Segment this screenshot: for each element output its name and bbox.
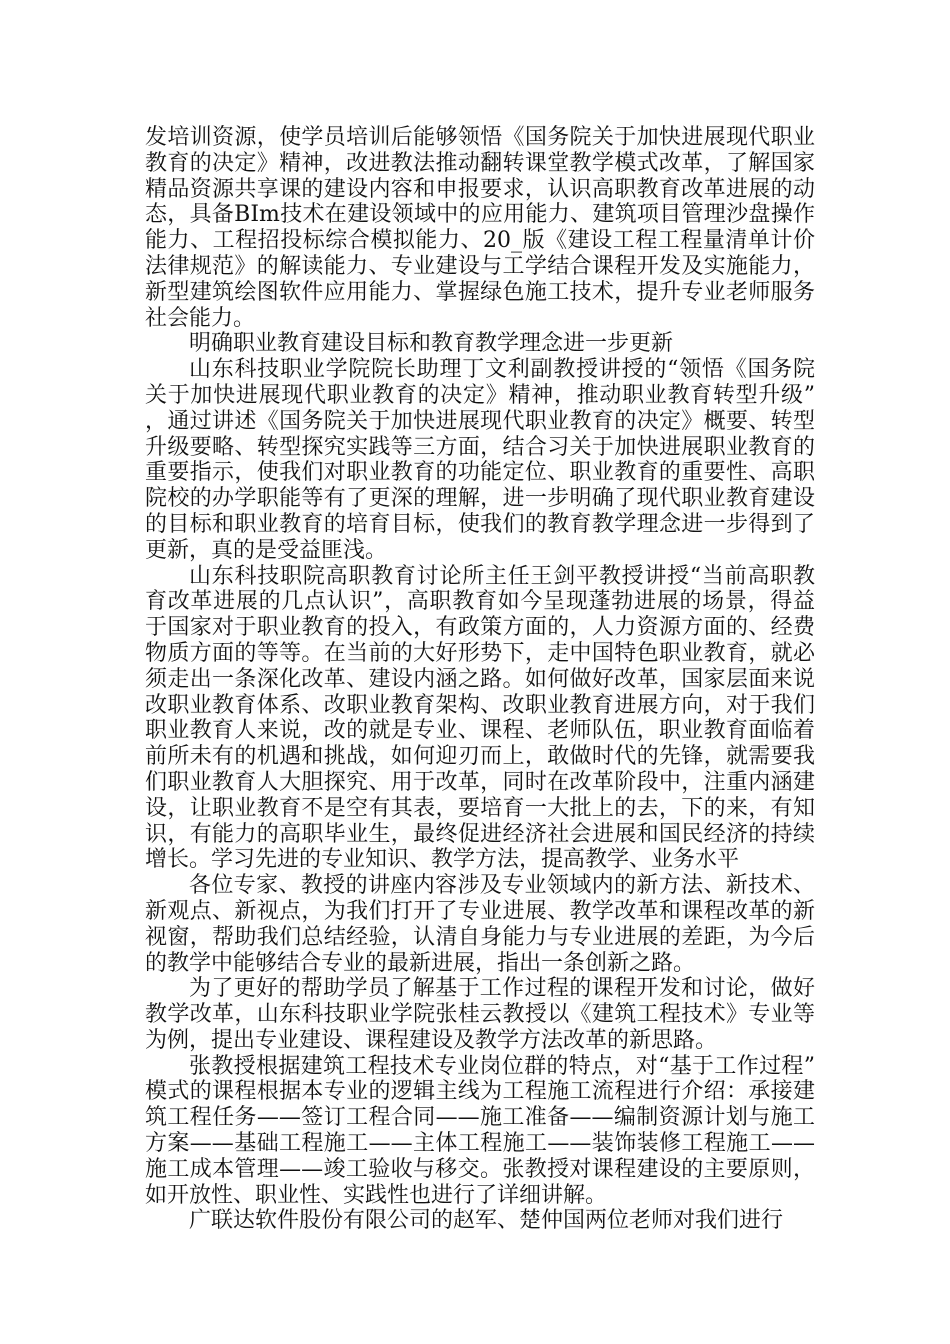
paragraph-glodon: 广联达软件股份有限公司的赵军、楚仲国两位老师对我们进行 (189, 1208, 784, 1234)
paragraph-heading-goals: 明确职业教育建设目标和教育教学理念进一步更新 (189, 331, 674, 357)
paragraph-lecture-wang: 山东科技职院高职教育讨论所主任王剑平教授讲授“当前高职教育改革进展的几点认识”，高职教育如今呈现蓬勃进展的场景，得益于国家对于职业教育的投入，有政策方面的，人力资源方面的、经费物质方面的等等。在当前的大好形势下，走中国特色职业教育，就必须走出一条深化改革、建设内涵之路。如何做好改革，国家层面来说改职业教育体系、改职业教育架构、改职业教育进展方向，对于我们职业教育人来说，改的就是专业、课程、老师队伍，职业教育面临着前所未有的机遇和挑战，如何迎刃而上，敢做时代的先锋，就需要我们职业教育人大胆探究、用于改革，同时在改革阶段中，注重内涵建设，让职业教育不是空有其表，要培育一大批上的去，下的来，有知识，有能力的高职毕业生，最终促进经济社会进展和国民经济的持续增长。学习先进的专业知识、教学方法，提高教学、业务水平 (145, 563, 815, 873)
document-page (145, 125, 815, 1234)
paragraph-lecture-zhang: 为了更好的帮助学员了解基于工作过程的课程开发和讨论，做好教学改革，山东科技职业学院张桂云教授以《建筑工程技术》专业等为例，提出专业建设、课程建设及教学方法改革的新思路。 (145, 976, 815, 1053)
paragraph-lecture-ding: 山东科技职业学院院长助理丁文利副教授讲授的“领悟《国务院关于加快进展现代职业教育的决定》精神，推动职业教育转型升级”，通过讲述《国务院关于加快进展现代职业教育的决定》概要、转型升级要略、转型探究实践等三方面，结合习关于加快进展职业教育的重要指示，使我们对职业教育的功能定位、职业教育的重要性、高职院校的办学职能等有了更深的理解，进一步明确了现代职业教育建设的目标和职业教育的培育目标，使我们的教育教学理念进一步得到了更新，真的是受益匪浅。 (145, 357, 815, 563)
paragraph-experts-lectures: 各位专家、教授的讲座内容涉及专业领域内的新方法、新技术、新观点、新视点，为我们打开了专业进展、教学改革和课程改革的新视窗，帮助我们总结经验，认清自身能力与专业进展的差距，为今后的教学中能够结合专业的最新进展，指出一条创新之路。 (145, 873, 815, 976)
paragraph-work-process: 张教授根据建筑工程技术专业岗位群的特点，对“基于工作过程”模式的课程根据本专业的逻辑主线为工程施工流程进行介绍：承接建筑工程任务——签订工程合同——施工准备——编制资源计划与施工方案——基础工程施工——主体工程施工——装饰装修工程施工——施工成本管理——竣工验收与移交。张教授对课程建设的主要原则，如开放性、职业性、实践性也进行了详细讲解。 (145, 1053, 815, 1208)
paragraph-training-resources: 发培训资源，使学员培训后能够领悟《国务院关于加快进展现代职业教育的决定》精神，改进教法推动翻转课堂教学模式改革，了解国家精品资源共享课的建设内容和申报要求，认识高职教育改革进展的动态，具备BIm技术在建设领域中的应用能力、建筑项目管理沙盘操作能力、工程招投标综合模拟能力、20_版《建设工程工程量清单计价法律规范》的解读能力、专业建设与工学结合课程开发及实施能力，新型建筑绘图软件应用能力、掌握绿色施工技术，提升专业老师服务社会能力。 (145, 125, 815, 331)
